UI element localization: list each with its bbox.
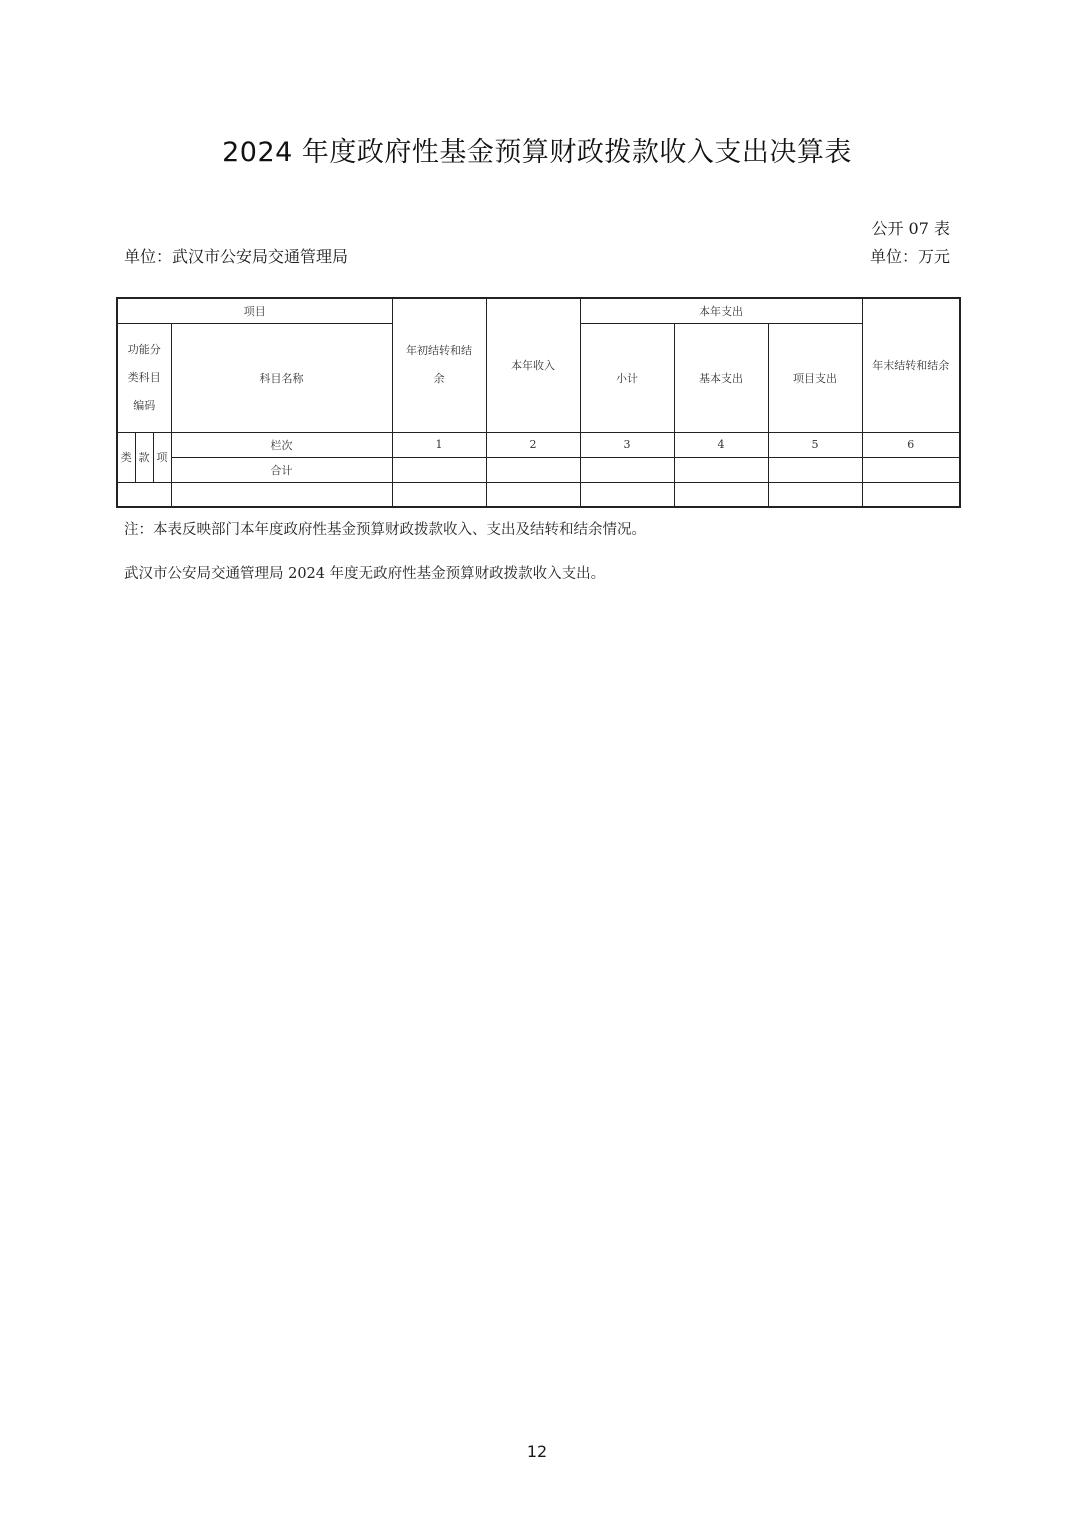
unit-organization: 单位：武汉市公安局交通管理局 (124, 247, 349, 266)
total-cell (486, 457, 580, 482)
column-number-5: 5 (768, 432, 862, 457)
total-row (117, 457, 960, 482)
header-kuan: 款 (135, 432, 153, 482)
header-subtotal: 小计 (580, 323, 674, 432)
header-project-expense: 项目支出 (768, 323, 862, 432)
page-title: 2024 年度政府性基金预算财政拨款收入支出决算表 (222, 137, 852, 168)
empty-cell (171, 482, 392, 507)
form-number: 公开 07 表 (871, 219, 950, 238)
column-number-4: 4 (674, 432, 768, 457)
header-xiang: 项 (153, 432, 171, 482)
table-note: 注：本表反映部门本年度政府性基金预算财政拨款收入、支出及结转和结余情况。 (124, 522, 646, 538)
header-row-1 (117, 298, 960, 323)
column-number-2: 2 (486, 432, 580, 457)
empty-cell (486, 482, 580, 507)
empty-cell (580, 482, 674, 507)
header-func-code-line1: 功能分 (127, 342, 161, 356)
no-data-statement: 武汉市公安局交通管理局 2024 年度无政府性基金预算财政拨款收入支出。 (124, 566, 606, 582)
column-number-1: 1 (392, 432, 486, 457)
total-cell (768, 457, 862, 482)
header-begin-balance-line1: 年初结转和结 (406, 344, 472, 358)
empty-code-cell (117, 482, 171, 507)
header-func-code (117, 323, 171, 432)
header-subject-name: 科目名称 (171, 323, 392, 432)
header-begin-balance (392, 298, 486, 432)
empty-cell (674, 482, 768, 507)
header-lei: 类 (117, 432, 135, 482)
column-index-row (117, 432, 960, 457)
total-cell (580, 457, 674, 482)
page-number: 12 (526, 1442, 548, 1461)
total-cell (674, 457, 768, 482)
total-cell (392, 457, 486, 482)
header-expense: 本年支出 (580, 298, 862, 323)
column-index-label: 栏次 (171, 432, 392, 457)
column-number-6: 6 (862, 432, 960, 457)
empty-cell (862, 482, 960, 507)
header-func-code-line2: 类科目 (127, 370, 161, 384)
total-label: 合计 (171, 457, 392, 482)
budget-table (116, 297, 961, 508)
header-end-balance: 年末结转和结余 (862, 298, 960, 432)
header-begin-balance-line2: 余 (433, 372, 445, 386)
header-func-code-line3: 编码 (133, 398, 156, 412)
header-basic-expense: 基本支出 (674, 323, 768, 432)
header-item: 项目 (117, 298, 392, 323)
total-cell (862, 457, 960, 482)
header-income: 本年收入 (486, 298, 580, 432)
empty-row (117, 482, 960, 507)
empty-cell (768, 482, 862, 507)
empty-cell (392, 482, 486, 507)
unit-currency: 单位：万元 (869, 247, 950, 266)
column-number-3: 3 (580, 432, 674, 457)
